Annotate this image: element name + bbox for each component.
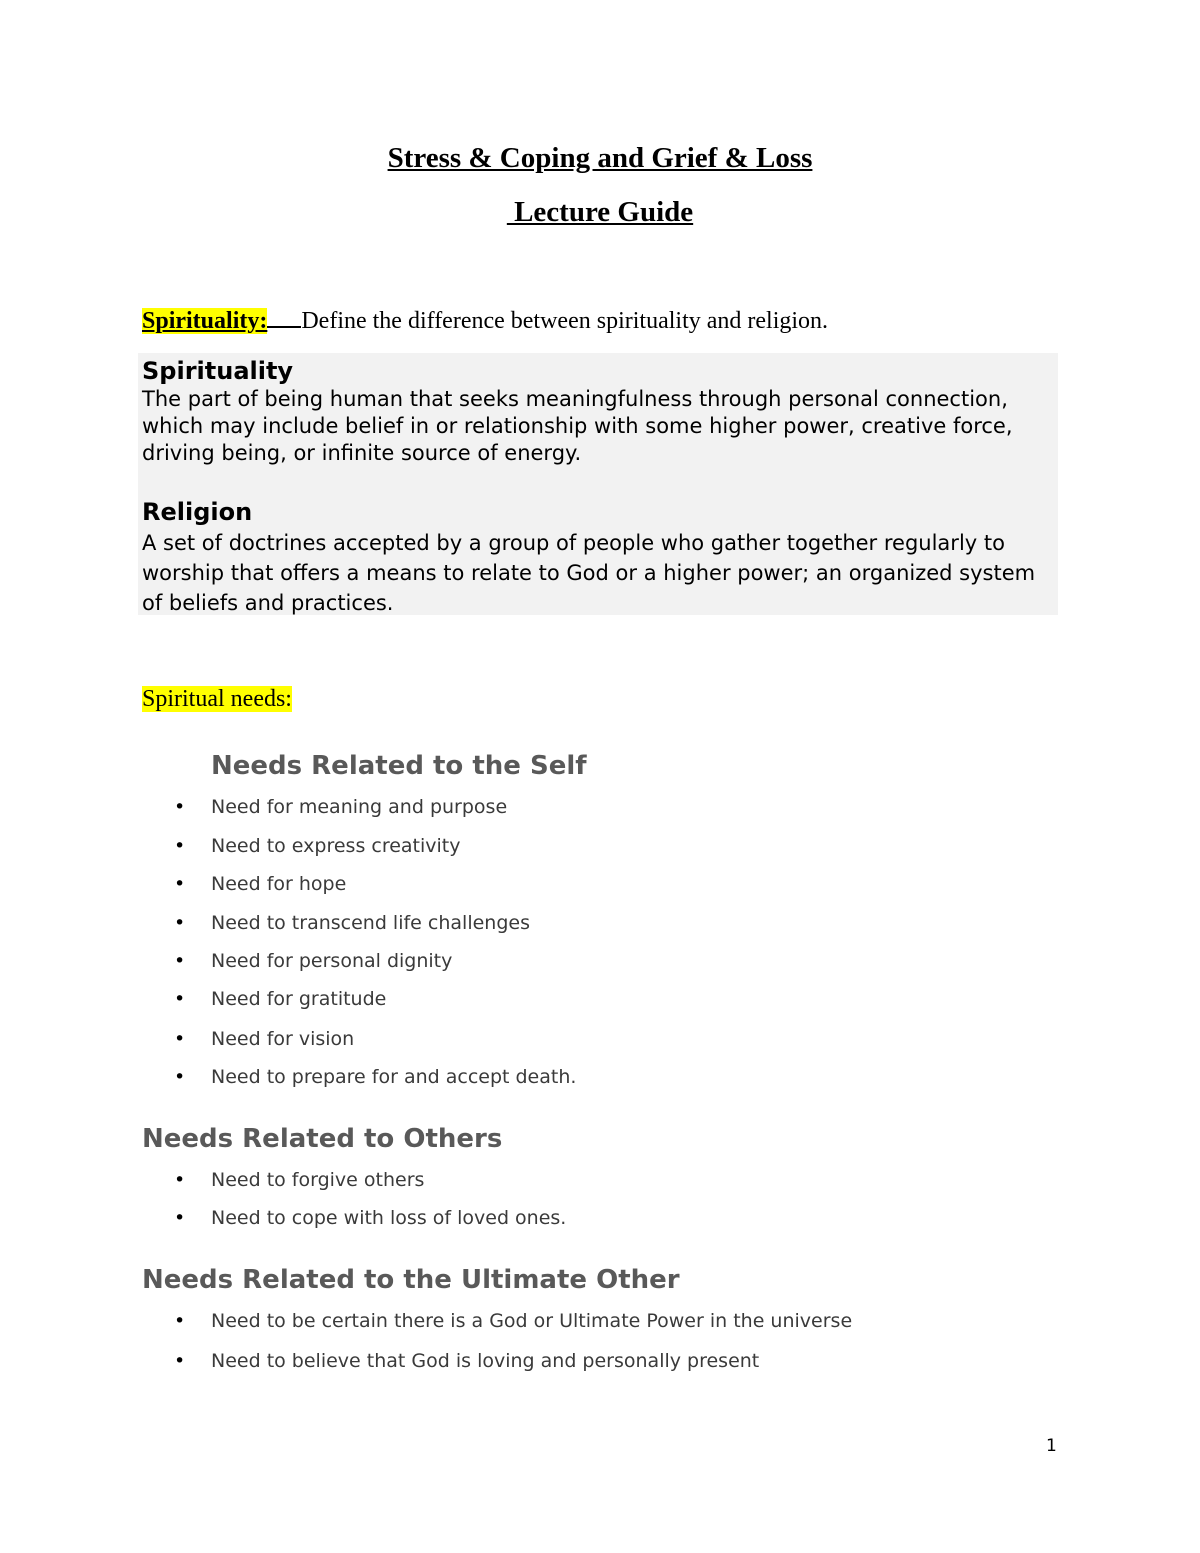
bullet-icon: •: [174, 835, 186, 857]
list-item-text: Need for meaning and purpose: [211, 796, 508, 818]
list-item-text: Need to prepare for and accept death.: [211, 1066, 577, 1088]
list-item-text: Need to express creativity: [211, 835, 461, 857]
spirituality-label: Spirituality:: [142, 308, 268, 334]
section-heading-ultimate: Needs Related to the Ultimate Other: [142, 1265, 680, 1295]
list-item-text: Need for vision: [211, 1028, 355, 1050]
list-item-text: Need to believe that God is loving and personally present: [211, 1350, 760, 1372]
section-heading-others: Needs Related to Others: [142, 1124, 503, 1154]
definitions-box: [138, 353, 1058, 615]
list-item-text: Need to transcend life challenges: [211, 912, 530, 934]
bullet-icon: •: [174, 1169, 186, 1191]
list-item-text: Need to be certain there is a God or Ultimate Power in the universe: [211, 1310, 853, 1332]
bullet-icon: •: [174, 796, 186, 818]
bullet-icon: •: [174, 950, 186, 972]
list-item-text: Need for gratitude: [211, 988, 387, 1010]
spiritual-needs-text: Spiritual needs:: [142, 686, 292, 712]
bullet-icon: •: [174, 912, 186, 934]
blank-underline: [267, 325, 301, 328]
spirituality-prompt-text: Define the difference between spirituality and religion.: [301, 308, 829, 334]
spirituality-heading: Spirituality: [142, 357, 294, 385]
bullet-icon: •: [174, 1207, 186, 1229]
list-item-text: Need to forgive others: [211, 1169, 425, 1191]
spiritual-needs-label: [142, 686, 292, 713]
list-item-text: Need for personal dignity: [211, 950, 453, 972]
page-number: 1: [1046, 1436, 1057, 1456]
list-item-text: Need for hope: [211, 873, 347, 895]
bullet-icon: •: [174, 988, 186, 1010]
spirituality-prompt: [142, 308, 828, 335]
religion-heading: Religion: [142, 498, 253, 526]
religion-definition: A set of doctrines accepted by a group of people who gather together regularly to worship that offers a means to relate to God or a higher power; an organized system of beliefs and practices.: [142, 531, 1036, 615]
bullet-icon: •: [174, 1066, 186, 1088]
bullet-icon: •: [174, 1350, 186, 1372]
document-title: Stress & Coping and Grief & Loss: [387, 142, 813, 174]
list-item-text: Need to cope with loss of loved ones.: [211, 1207, 567, 1229]
bullet-icon: •: [174, 873, 186, 895]
bullet-icon: •: [174, 1310, 186, 1332]
spirituality-definition: The part of being human that seeks meaningfulness through personal connection, which may include belief in or relationship with some higher power, creative force, driving being, or infinite source of energy.: [142, 387, 1013, 465]
section-heading-self: Needs Related to the Self: [211, 751, 587, 781]
bullet-icon: •: [174, 1028, 186, 1050]
document-subtitle: Lecture Guide: [506, 196, 694, 228]
